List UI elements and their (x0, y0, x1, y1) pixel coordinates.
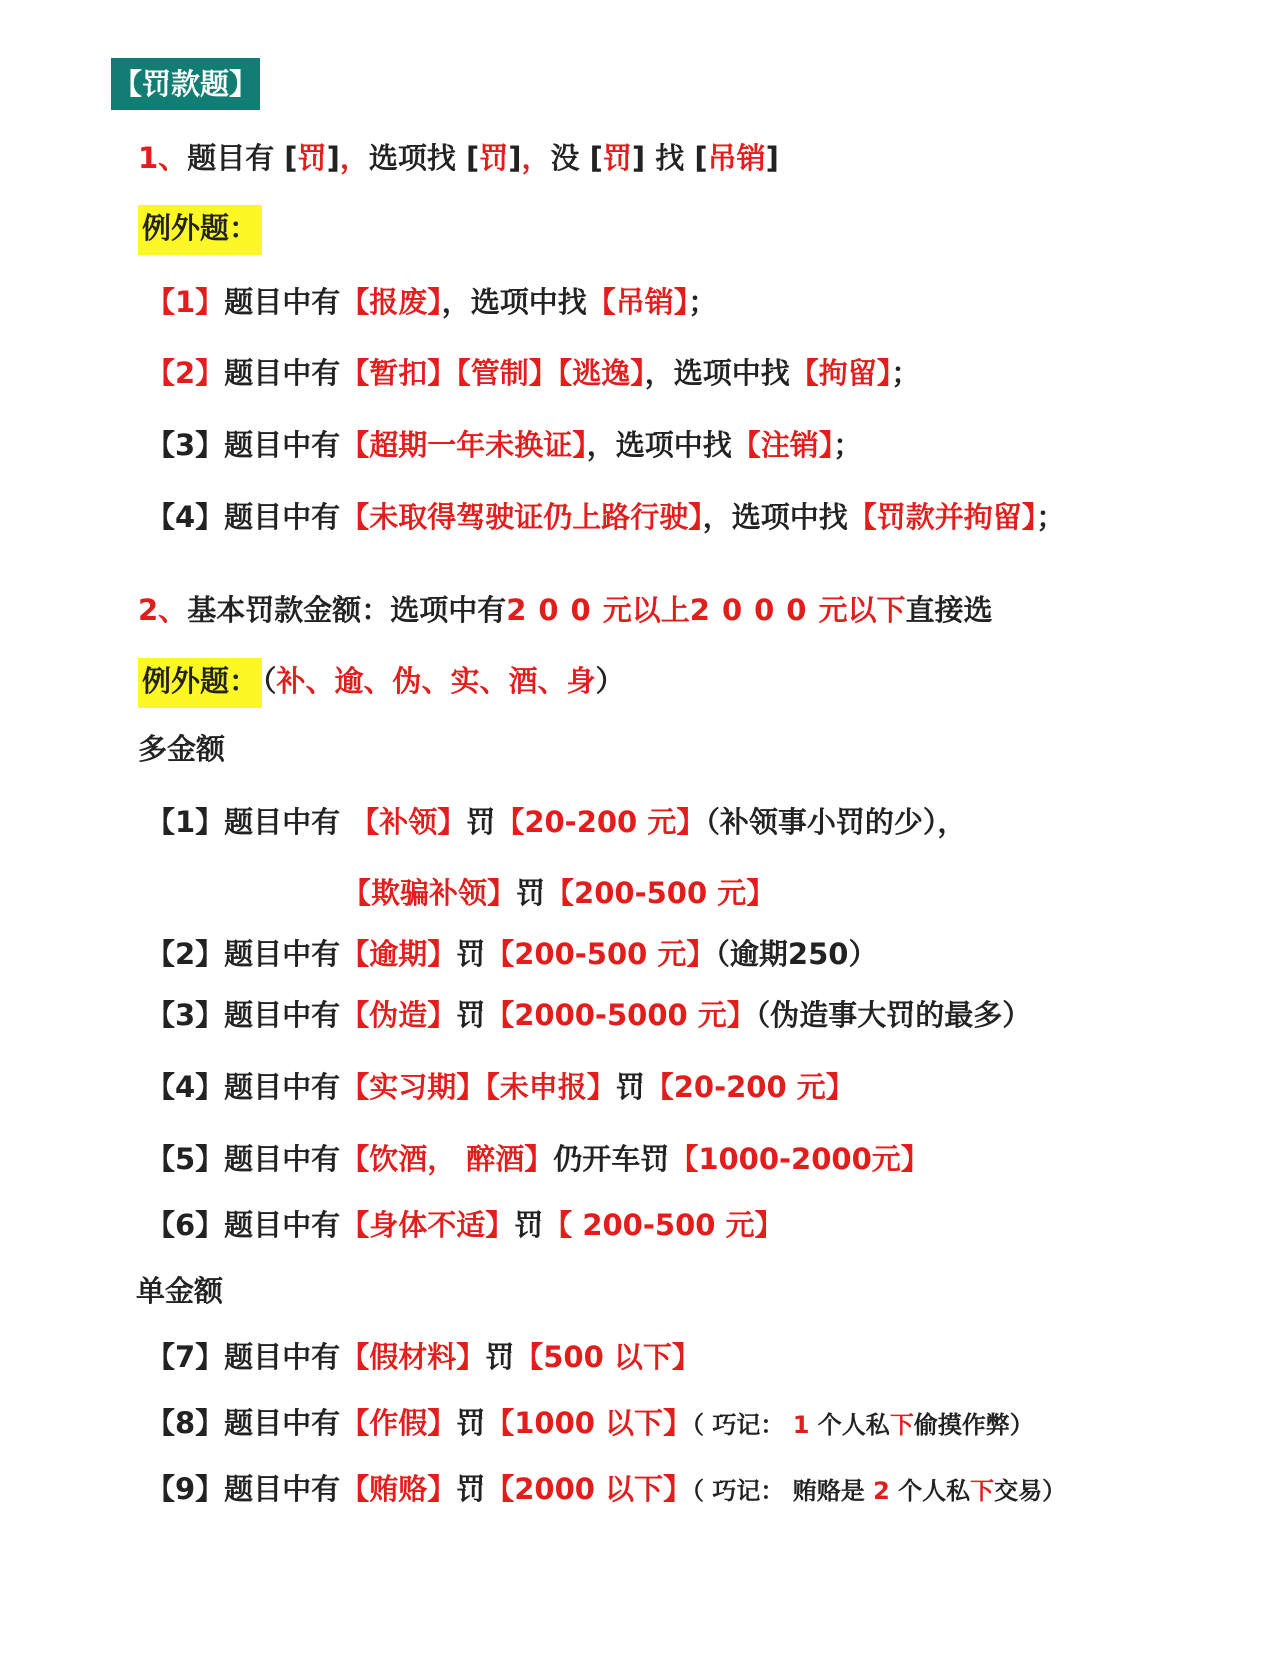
red-text-segment: 【1000 以下】 (485, 1406, 693, 1440)
text-segment: 交易） (994, 1477, 1067, 1505)
text-segment: 罚 (456, 1406, 486, 1440)
exception-item-1 (146, 282, 717, 322)
text-segment: ； (1036, 500, 1066, 534)
text-segment: ） (595, 664, 625, 698)
red-text-segment: 元以下 (818, 593, 906, 627)
text-segment: 【4】题目中有 (146, 500, 341, 534)
red-text-segment: 【200-500 元】 (545, 876, 776, 910)
text-segment: ； (688, 285, 718, 319)
text-segment: ，选项中找 (441, 285, 587, 319)
text-segment: ，选项中找 (644, 356, 790, 390)
red-text-segment: 【2000 以下】 (485, 1472, 693, 1506)
multi-item-4 (146, 1067, 855, 1107)
red-text-segment: 【未取得驾驶证仍上路行驶】 (340, 500, 703, 534)
text-segment: （ 巧记： (692, 1411, 793, 1439)
text-segment: 罚 (456, 1472, 486, 1506)
multi-item-6 (146, 1205, 784, 1245)
red-text-segment: 【罚款并拘留】 (847, 500, 1037, 534)
red-text-segment: 【假材料】 (340, 1340, 486, 1374)
text-segment: 个人私 (889, 1477, 971, 1505)
multi-item-1 (146, 802, 966, 842)
red-text-segment: 下 (889, 1411, 914, 1439)
red-text-segment: 【实习期】【未申报】 (340, 1070, 616, 1104)
text-segment: 【2】题目中有 (146, 937, 341, 971)
exception-label: 例外题： (138, 205, 262, 255)
red-text-segment: 【1000-2000元】 (669, 1142, 930, 1176)
red-text-segment: 【20-200 元】 (495, 805, 706, 839)
text-segment: 【1】题目中有 (146, 805, 351, 839)
red-text-segment: 2 (873, 1477, 890, 1505)
red-text-segment: 【报废】 (340, 285, 442, 319)
section-title: 【罚款题】 (111, 58, 260, 110)
red-text-segment: 【 200-500 元】 (543, 1208, 784, 1242)
text-segment: ； (833, 428, 863, 462)
text-segment: 罚 (615, 1070, 645, 1104)
text-segment: 个人私 (809, 1411, 890, 1439)
text-segment: 【8】题目中有 (146, 1406, 341, 1440)
red-text-segment: 【20-200 元】 (644, 1070, 855, 1104)
single-item-9 (146, 1469, 1066, 1509)
text-segment: （伪造事大罚的最多） (755, 998, 1032, 1032)
exception-note (262, 664, 625, 698)
multi-item-1b (342, 873, 775, 913)
rule-1 (138, 138, 779, 178)
red-text-segment: 【欺骗补领】 (342, 876, 517, 910)
text-segment: （逾期250） (715, 937, 878, 971)
red-text-segment: 【2000-5000 元】 (485, 998, 756, 1032)
red-text-segment: 【补领】 (350, 805, 467, 839)
text-segment: 仍开车罚 (553, 1142, 670, 1176)
single-amount-label: 单金额 (136, 1274, 224, 1308)
red-text-segment: 补、逾、伪、实、酒、身 (276, 664, 596, 698)
text-segment: ； (891, 356, 921, 390)
red-text-segment: 【暂扣】【管制】【逃逸】 (340, 356, 645, 390)
text-segment: 罚 (485, 1340, 515, 1374)
text-segment: 题目有 [ (187, 141, 298, 175)
text-segment: ] (508, 141, 522, 175)
text-segment: 直接选 (905, 593, 993, 627)
text-segment: 题目中有 (224, 356, 341, 390)
text-segment: ] (326, 141, 340, 175)
red-text-segment: 【吊销】 (586, 285, 689, 319)
text-segment: 【3】题目中有 (146, 998, 341, 1032)
red-text-segment: 吊销 (707, 141, 766, 175)
text-segment: ，选项中找 (702, 500, 848, 534)
text-segment: 【5】题目中有 (146, 1142, 341, 1176)
red-text-segment: 元以上 (602, 593, 690, 627)
text-segment: 题目中有 (224, 285, 341, 319)
red-text-segment: 【逾期】 (340, 937, 457, 971)
text-segment: 【7】题目中有 (146, 1340, 341, 1374)
red-text-segment: 罚 (602, 141, 632, 175)
single-item-7 (146, 1337, 701, 1377)
red-text-segment: 【拘留】 (789, 356, 892, 390)
red-text-segment: 罚 (297, 141, 327, 175)
red-text-segment: 【作假】 (340, 1406, 457, 1440)
text-segment: 基本罚款金额：选项中有 (187, 593, 507, 627)
red-text-segment: 2、 (138, 593, 188, 627)
exception-label: 例外题： (138, 658, 262, 708)
text-segment: ，选项中找 (586, 428, 732, 462)
red-text-segment: 【伪造】 (340, 998, 457, 1032)
single-item-8 (146, 1403, 1034, 1443)
multi-item-3 (146, 995, 1031, 1035)
red-text-segment: 1 (792, 1411, 810, 1439)
exception-label-2-line (138, 661, 625, 701)
text-segment: 【4】题目中有 (146, 1070, 341, 1104)
text-segment: 没 [ (550, 141, 603, 175)
text-segment: 罚 (456, 937, 486, 971)
red-text-segment: 下 (970, 1477, 995, 1505)
red-text-segment: 【1】 (146, 285, 225, 319)
text-segment: 偷摸作弊） (913, 1411, 1034, 1439)
red-text-segment: 【饮酒， 醉酒】 (340, 1142, 554, 1176)
text-segment: 【6】题目中有 (146, 1208, 341, 1242)
red-text-segment: 1、 (138, 141, 188, 175)
red-text-segment: 【200-500 元】 (485, 937, 716, 971)
text-segment: （ 巧记： 贿赂是 (692, 1477, 874, 1505)
red-text-segment: 2000 (689, 593, 819, 627)
red-text-segment: 罚 (479, 141, 509, 175)
text-segment: 罚 (466, 805, 496, 839)
rule-2 (138, 590, 993, 630)
red-text-segment: 【贿赂】 (340, 1472, 457, 1506)
exception-label-1 (138, 208, 262, 248)
exception-item-3 (146, 425, 862, 465)
text-segment: 罚 (514, 1208, 544, 1242)
red-text-segment: 【身体不适】 (340, 1208, 515, 1242)
text-segment: 【9】题目中有 (146, 1472, 341, 1506)
red-text-segment: 【500 以下】 (514, 1340, 701, 1374)
red-text-segment: 【2】 (146, 356, 225, 390)
red-text-segment: ， (521, 141, 551, 175)
red-text-segment: 【超期一年未换证】 (340, 428, 587, 462)
exception-item-4 (146, 497, 1065, 537)
red-text-segment: 【注销】 (731, 428, 834, 462)
text-segment: ] (765, 141, 779, 175)
multi-item-5 (146, 1139, 930, 1179)
multi-item-2 (146, 934, 877, 974)
text-segment: ] 找 [ (631, 141, 708, 175)
multi-amount-label: 多金额 (138, 732, 226, 766)
text-segment: 罚 (456, 998, 486, 1032)
text-segment: （补领事小罚的少）， (705, 805, 967, 839)
text-segment: 【3】题目中有 (146, 428, 341, 462)
exception-item-2 (146, 353, 920, 393)
red-text-segment: ， (339, 141, 369, 175)
text-segment: 选项找 [ (368, 141, 480, 175)
text-segment: （ (262, 664, 277, 698)
text-segment: 罚 (516, 876, 546, 910)
red-text-segment: 200 (506, 593, 603, 627)
